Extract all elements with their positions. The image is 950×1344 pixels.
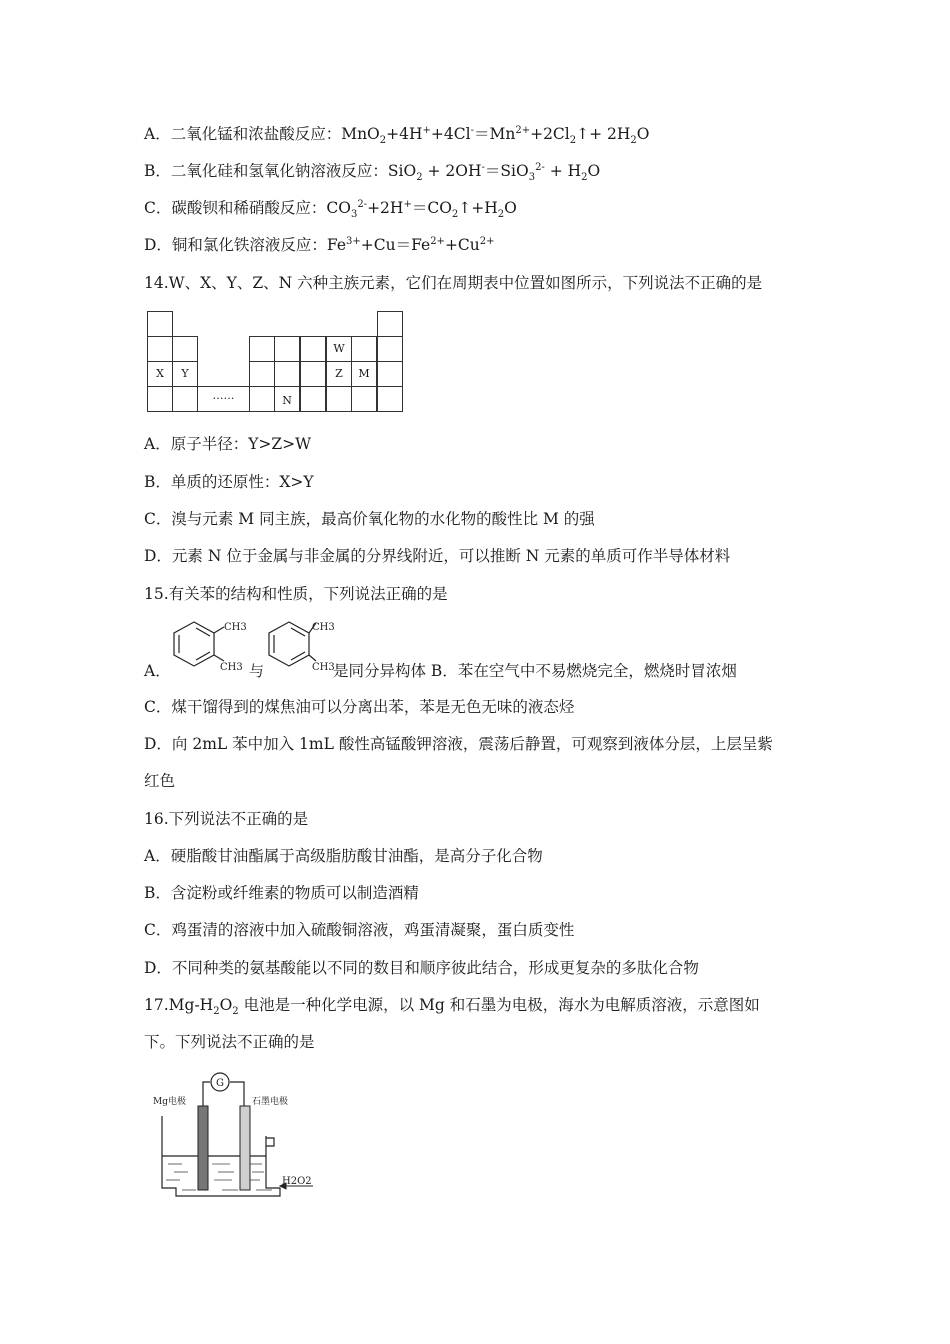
- mg-electrode-label: Mg电极: [153, 1097, 186, 1107]
- cell-n: N: [274, 386, 300, 412]
- q16-stem: 16.下列说法不正确的是: [144, 810, 309, 828]
- q15-option-d-continued: 红色: [144, 772, 176, 790]
- graphite-electrode: [240, 1106, 250, 1190]
- q15-option-d: D．向 2mL 苯中加入 1mL 酸性高锰酸钾溶液，震荡后静置，可观察到液体分层，上层呈紫: [144, 735, 773, 753]
- cell-x: X: [147, 361, 173, 387]
- ch3-label: CH3: [224, 622, 247, 633]
- cell-dots: ……: [197, 386, 250, 412]
- h2o2-label: H2O2: [282, 1176, 312, 1187]
- ch3-label: CH3: [312, 622, 335, 633]
- graphite-electrode-label: 石墨电极: [252, 1097, 289, 1107]
- q14-stem: 14.W、X、Y、Z、N 六种主族元素，它们在周期表中位置如图所示，下列说法不正确的是: [144, 274, 763, 292]
- q15-stem: 15.有关苯的结构和性质，下列说法正确的是: [144, 585, 448, 603]
- q13-option-c: C．碳酸钡和稀硝酸反应：$CO_3^{2-}+2H^+=CO_2↑+H_2O$: [144, 198, 517, 221]
- q13-option-b: B．二氧化硅和氢氧化钠溶液反应：$SiO_2 + 2OH^-=SiO_3^{2-} + H_2O$: [144, 161, 601, 184]
- q15-option-a-label: A．: [144, 662, 171, 680]
- q15-option-c: C．煤干馏得到的煤焦油可以分离出苯，苯是无色无味的液态烃: [144, 698, 575, 716]
- q14-option-a: A．原子半径：Y>Z>W: [144, 435, 312, 453]
- q15-option-a-b: 是同分异构体 B．苯在空气中不易燃烧完全，燃烧时冒浓烟: [333, 662, 737, 680]
- q14-option-b: B．单质的还原性：X>Y: [144, 473, 314, 491]
- mg-h2o2-battery-figure: [148, 1066, 328, 1206]
- q13-option-a: A．二氧化锰和浓盐酸反应：$MnO_2+4H^++4Cl^-=Mn^{2+}+2Cl_2↑+ 2H_2O$: [144, 124, 650, 147]
- mg-electrode: [198, 1106, 208, 1190]
- q17-stem: $17.Mg-H_2O_2$ 电池是一种化学电源，以 Mg 和石墨为电极，海水为电解质溶液，示意图如: [144, 996, 760, 1018]
- q16-option-b: B．含淀粉或纤维素的物质可以制造酒精: [144, 884, 419, 902]
- ch3-label: CH3: [312, 662, 335, 673]
- q13-option-d: D．铜和氯化铁溶液反应：$Fe^{3+}+Cu=Fe^{2+}+Cu^{2+}$: [144, 235, 495, 254]
- ch3-label: CH3: [220, 662, 243, 673]
- xylene-structures-figure: [168, 618, 348, 678]
- cell-y: Y: [172, 361, 198, 387]
- cell-z: Z: [326, 361, 352, 387]
- galvanometer-label: G: [216, 1078, 224, 1089]
- q16-option-a: A．硬脂酸甘油酯属于高级脂肪酸甘油酯，是高分子化合物: [144, 847, 543, 865]
- cell-m: M: [351, 361, 377, 387]
- q14-option-c: C．溴与元素 M 同主族，最高价氧化物的水化物的酸性比 M 的强: [144, 510, 595, 528]
- q16-option-c: C．鸡蛋清的溶液中加入硫酸铜溶液，鸡蛋清凝聚，蛋白质变性: [144, 921, 575, 939]
- q16-option-d: D．不同种类的氨基酸能以不同的数目和顺序彼此结合，形成更复杂的多肽化合物: [144, 959, 699, 977]
- q14-option-d: D．元素 N 位于金属与非金属的分界线附近，可以推断 N 元素的单质可作半导体材料: [144, 547, 731, 565]
- q17-stem-continued: 下。下列说法不正确的是: [144, 1033, 315, 1051]
- yu-text: 与: [249, 662, 265, 678]
- cell-w: W: [326, 336, 352, 362]
